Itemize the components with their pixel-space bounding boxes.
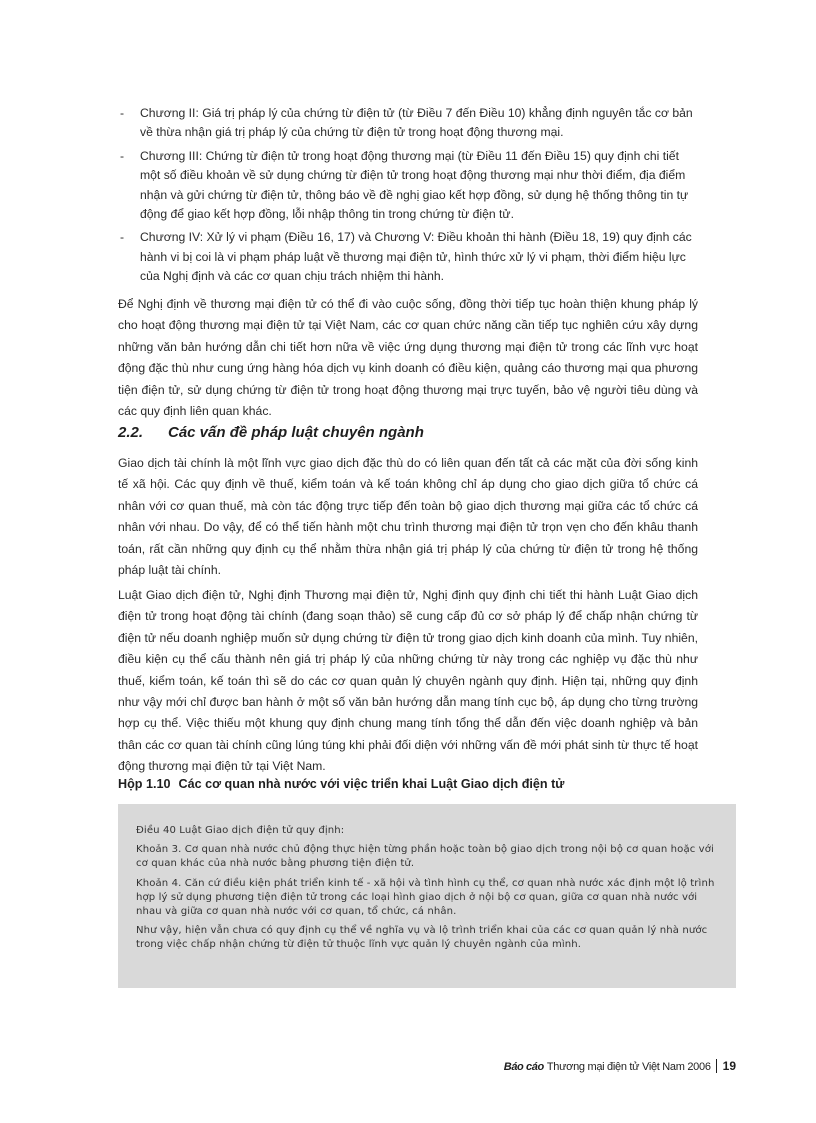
box-line: Điều 40 Luật Giao dịch điện tử quy định: xyxy=(136,825,345,836)
bullet-dash: - xyxy=(120,148,125,163)
section-heading xyxy=(118,424,424,441)
box-line: Như vậy, hiện vẫn chưa có quy định cụ thể về nghĩa vụ và lộ trình triển khai của các cơ quan quản lý nhà nước trong việc chấp nhận chứng từ điện tử thuộc lĩnh vực quản lý chuyên ngành của mình. xyxy=(136,925,708,951)
box-line: Khoản 3. Cơ quan nhà nước chủ động thực hiện từng phần hoặc toàn bộ giao dịch trong nội bộ cơ quan hoặc với cơ quan khác của nhà nước bằng phương tiện điện tử. xyxy=(136,844,714,870)
box-line: Khoản 4. Căn cứ điều kiện phát triển kinh tế - xã hội và tình hình cụ thể, cơ quan nhà nước xác định một lộ trình hợp lý sử dụng phương tiện điện tử trong các loại hình giao dịch ở nội bộ cơ quan, giữa cơ quan nhà nước với nhau và giữa cơ quan nhà nước với cơ quan, tổ chức, cá nhân. xyxy=(136,877,715,918)
bullet-text: Chương III: Chứng từ điện tử trong hoạt động thương mại (từ Điều 11 đến Điều 15) quy định chi tiết một số điều khoản về sử dụng chứng từ điện tử trong hoạt động thương mại như thời điểm, địa điểm nhận và gửi chứng từ điện tử, thông báo về đề nghị giao kết hợp đồng, sử dụng hệ thống thông tin tự động để giao kết hợp đồng, lỗi nhập thông tin trong chứng từ điện tử. xyxy=(140,148,689,222)
paragraph-legal-framework: Luật Giao dịch điện tử, Nghị định Thương mại điện tử, Nghị định quy định chi tiết thi hành Luật Giao dịch điện tử trong hoạt động tài chính (đang soạn thảo) sẽ cung cấp đủ cơ sở pháp lý để chấp nhận chứng từ điện tử nếu doanh nghiệp muốn sử dụng chứng từ điện tử trong giao dịch kinh doanh của mình. Tuy nhiên, điều kiện cụ thể cấu thành nên giá trị pháp lý của những chứng từ này trong các nghiệp vụ đặc thù như thuế, kiểm toán, kế toán thì sẽ do các cơ quan quản lý chuyên ngành quy định. Hiện tại, những quy định như vậy mới chỉ được ban hành ở một số văn bản hướng dẫn mang tính cục bộ, áp dụng cho từng trường hợp cụ thể. Việc thiếu một khung quy định chung mang tính tổng thể dẫn đến việc doanh nghiệp và bản thân các cơ quan tài chính cũng lúng túng khi phải đối diện với những vấn đề mới phát sinh từ thực tế hoạt động thương mại điện tử tại Việt Nam. xyxy=(118,588,698,774)
footer-title: Thương mại điện tử Việt Nam 2006 xyxy=(546,1061,711,1073)
bullet-text: Chương IV: Xử lý vi phạm (Điều 16, 17) và Chương V: Điều khoản thi hành (Điều 18, 19) quy định các hành vi bị coi là vi phạm pháp luật về thương mại điện tử, hình thức xử lý vi phạm, thời điểm hiệu lực của Nghị định và các cơ quan chịu trách nhiệm thi hành. xyxy=(140,230,692,284)
box-title: Các cơ quan nhà nước với việc triển khai Luật Giao dịch điện tử xyxy=(178,777,565,791)
paragraph-financial-transactions: Giao dịch tài chính là một lĩnh vực giao dịch đặc thù do có liên quan đến tất cả các mặt của đời sống kinh tế xã hội. Các quy định về thuế, kiểm toán và kế toán không chỉ áp dụng cho giao dịch giữa tổ chức cá nhân với cơ quan thuế, mà còn tác động trực tiếp đến toàn bộ giao dịch thương mại giữa các tổ chức cá nhân với nhau. Do vậy, để có thể tiến hành một chu trình thương mại điện tử trọn vẹn cho đến khâu thanh toán, rất cần những quy định cụ thể nhằm thừa nhận giá trị pháp lý của chứng từ điện tử trong hệ thống pháp luật tài chính. xyxy=(118,456,698,578)
info-box-content xyxy=(136,824,720,958)
bullet-chapter-3 xyxy=(120,147,698,225)
bullet-dash: - xyxy=(120,106,125,120)
bullet-dash: - xyxy=(120,230,125,245)
bullet-chapter-4-5 xyxy=(120,228,698,286)
page-footer xyxy=(504,1059,736,1073)
box-label: Hộp 1.10 xyxy=(118,777,171,791)
bullet-chapter-2 xyxy=(120,104,698,143)
paragraph-decree-implementation: Để Nghị định về thương mại điện tử có thể đi vào cuộc sống, đồng thời tiếp tục hoàn thiện khung pháp lý cho hoạt động thương mại điện tử tại Việt Nam, các cơ quan chức năng cần tiếp tục nghiên cứu xây dựng những văn bản hướng dẫn chi tiết hơn nữa về việc ứng dụng thương mại điện tử trong các lĩnh vực hoạt động đặc thù như cung ứng hàng hóa dịch vụ kinh doanh có điều kiện, quảng cáo thương mại qua phương tiện điện tử, sử dụng chứng từ điện tử trong hoạt động thương mại trực tuyến, bảo vệ người tiêu dùng và các quy định liên quan khác. xyxy=(118,297,698,419)
page-number: 19 xyxy=(722,1059,736,1073)
chapter-bullet-list xyxy=(120,104,698,291)
section-number: 2.2. xyxy=(118,424,144,441)
box-heading xyxy=(118,777,564,791)
info-box xyxy=(118,804,736,988)
section-title: Các vấn đề pháp luật chuyên ngành xyxy=(168,424,424,441)
footer-divider xyxy=(716,1059,717,1073)
bullet-text: Chương II: Giá trị pháp lý của chứng từ điện tử (từ Điều 7 đến Điều 10) khẳng định nguyên tắc cơ bản về thừa nhận giá trị pháp lý của chứng từ điện tử trong hoạt động thương mại. xyxy=(140,106,693,140)
footer-brand: Báo cáo xyxy=(503,1061,544,1073)
